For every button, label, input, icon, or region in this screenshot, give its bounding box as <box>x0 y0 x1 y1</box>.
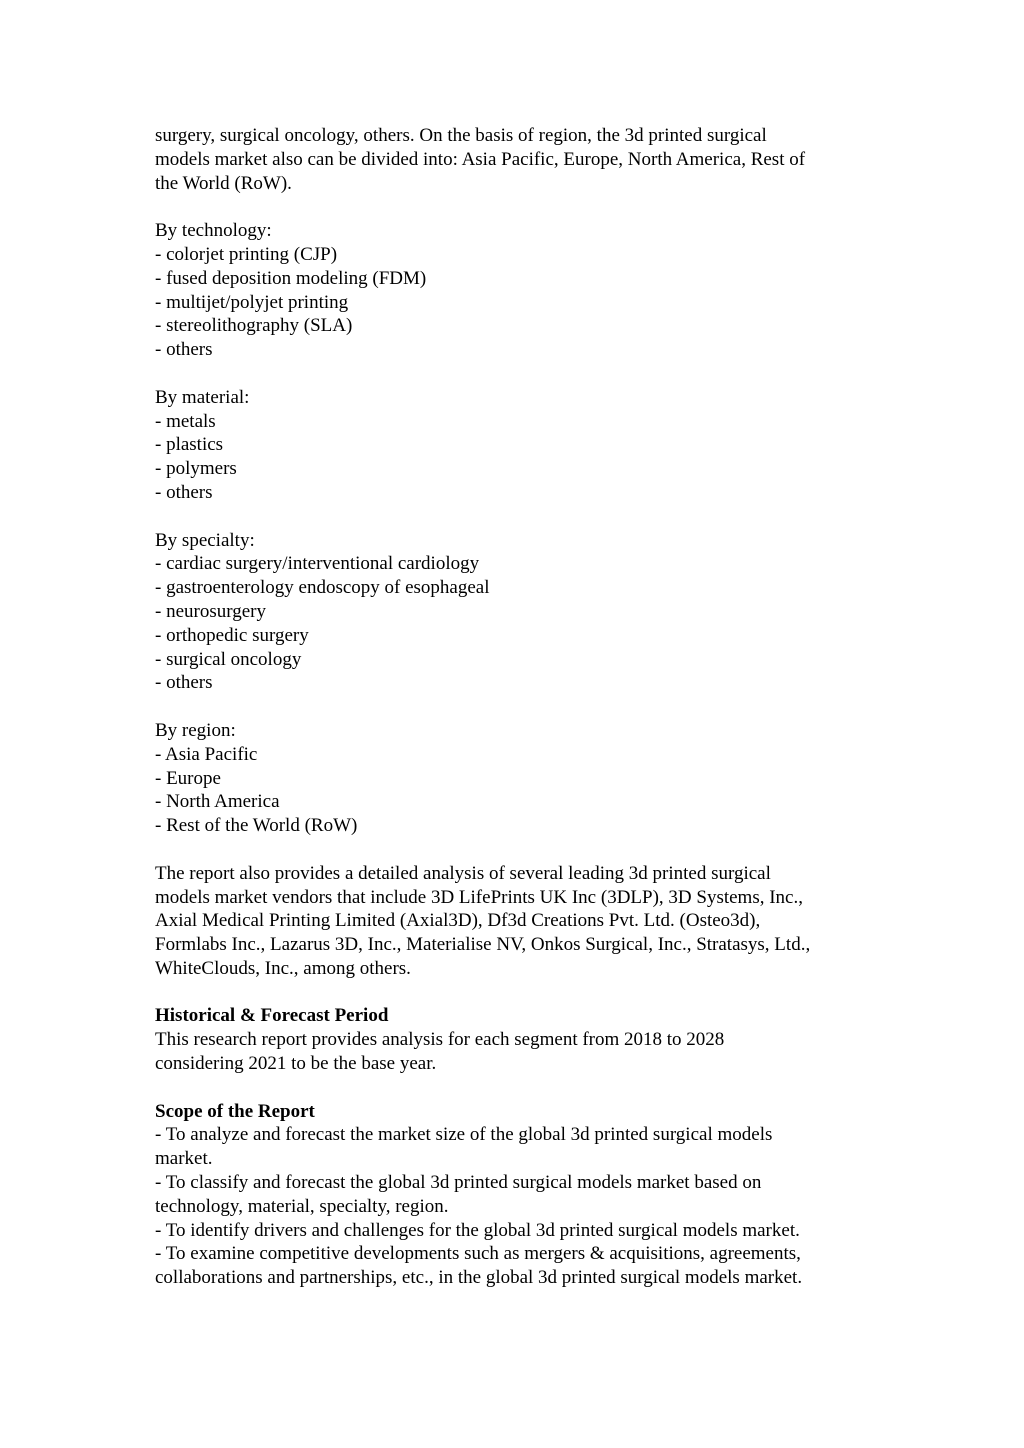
vendors-line: Axial Medical Printing Limited (Axial3D), Df3d Creations Pvt. Ltd. (Osteo3d), <box>155 910 761 932</box>
forecast-line: This research report provides analysis for each segment from 2018 to 2028 <box>155 1029 725 1051</box>
region-heading: By region: <box>155 719 236 741</box>
spacer <box>155 195 885 219</box>
spacer <box>155 362 885 386</box>
scope-section <box>155 1100 885 1290</box>
spacer <box>155 1076 885 1100</box>
list-item: - others <box>155 339 213 361</box>
intro-line: surgery, surgical oncology, others. On the basis of region, the 3d printed surgical <box>155 125 767 146</box>
scope-line: collaborations and partnerships, etc., in the global 3d printed surgical models market. <box>155 1267 803 1289</box>
intro-line: models market also can be divided into: Asia Pacific, Europe, North America, Rest of <box>155 148 806 170</box>
specialty-section <box>155 529 885 696</box>
list-item: - others <box>155 672 213 694</box>
list-item: - plastics <box>155 434 224 456</box>
list-item: - polymers <box>155 458 237 480</box>
scope-heading: Scope of the Report <box>155 1100 315 1122</box>
list-item: - colorjet printing (CJP) <box>155 243 338 265</box>
spacer <box>155 981 885 1005</box>
list-item: - orthopedic surgery <box>155 624 309 646</box>
technology-heading: By technology: <box>155 220 272 242</box>
vendors-line: The report also provides a detailed analysis of several leading 3d printed surgical <box>155 862 771 884</box>
technology-section <box>155 219 885 362</box>
forecast-heading: Historical & Forecast Period <box>155 1005 389 1027</box>
list-item: - cardiac surgery/interventional cardiology <box>155 553 480 575</box>
list-item: - North America <box>155 791 280 813</box>
scope-line: market. <box>155 1148 213 1170</box>
vendors-paragraph <box>155 862 885 981</box>
intro-paragraph <box>155 124 885 195</box>
specialty-heading: By specialty: <box>155 529 255 551</box>
spacer <box>155 838 885 862</box>
list-item: - others <box>155 481 213 503</box>
material-heading: By material: <box>155 386 250 408</box>
region-section <box>155 719 885 838</box>
list-item: - Europe <box>155 767 221 789</box>
list-item: - Rest of the World (RoW) <box>155 815 358 837</box>
list-item: - surgical oncology <box>155 648 302 670</box>
scope-line: - To examine competitive developments such as mergers & acquisitions, agreements, <box>155 1243 801 1265</box>
list-item: - metals <box>155 410 216 432</box>
list-item: - fused deposition modeling (FDM) <box>155 267 427 289</box>
scope-line: - To identify drivers and challenges for the global 3d printed surgical models market. <box>155 1219 800 1241</box>
spacer <box>155 505 885 529</box>
scope-line: technology, material, specialty, region. <box>155 1195 449 1217</box>
scope-line: - To classify and forecast the global 3d printed surgical models market based on <box>155 1172 762 1194</box>
forecast-line: considering 2021 to be the base year. <box>155 1053 437 1075</box>
spacer <box>155 695 885 719</box>
list-item: - gastroenterology endoscopy of esophageal <box>155 577 490 599</box>
vendors-line: Formlabs Inc., Lazarus 3D, Inc., Materialise NV, Onkos Surgical, Inc., Stratasys, Ltd., <box>155 934 811 956</box>
list-item: - multijet/polyjet printing <box>155 291 349 313</box>
list-item: - neurosurgery <box>155 600 266 622</box>
material-section <box>155 386 885 505</box>
forecast-section <box>155 1004 885 1075</box>
vendors-line: WhiteClouds, Inc., among others. <box>155 957 411 979</box>
vendors-line: models market vendors that include 3D LifePrints UK Inc (3DLP), 3D Systems, Inc., <box>155 886 803 908</box>
scope-line: - To analyze and forecast the market size of the global 3d printed surgical models <box>155 1124 773 1146</box>
intro-line: the World (RoW). <box>155 172 292 194</box>
document-page <box>155 124 885 1290</box>
list-item: - Asia Pacific <box>155 743 258 765</box>
list-item: - stereolithography (SLA) <box>155 315 353 337</box>
